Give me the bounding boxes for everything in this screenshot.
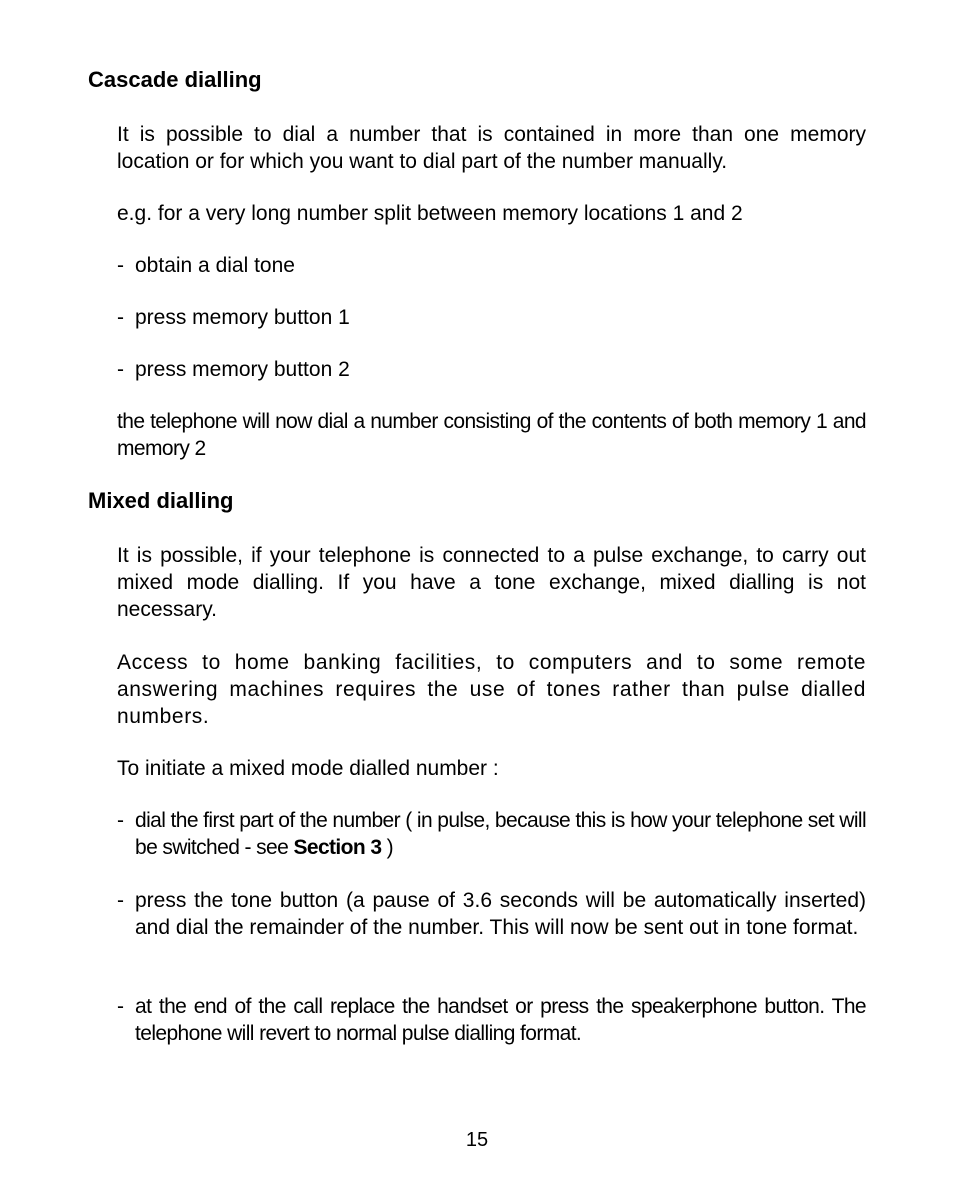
section-heading-mixed-dialling: Mixed dialling: [88, 488, 234, 513]
mixed-step-text: press the tone button (a pause of 3.6 seconds will be automatically inserted) and dial the remainder of the number. This will now be sent out in tone format.: [135, 889, 866, 939]
cascade-step-item: [117, 304, 866, 331]
mixed-step-item: [117, 807, 866, 861]
mixed-step-item: [117, 887, 866, 941]
cascade-step-text: press memory button 2: [135, 358, 350, 381]
bullet-dash: -: [117, 995, 124, 1018]
mixed-step-item: [117, 993, 866, 1047]
cascade-example-paragraph: e.g. for a very long number split between memory locations 1 and 2: [117, 202, 743, 225]
cascade-result-paragraph: the telephone will now dial a number consisting of the contents of both memory 1 and memory 2: [117, 410, 866, 460]
mixed-intro-paragraph: It is possible, if your telephone is connected to a pulse exchange, to carry out mixed mode dialling. If you have a tone exchange, mixed dialling is not necessary.: [117, 544, 866, 621]
bullet-dash: -: [117, 306, 124, 329]
mixed-access-paragraph: Access to home banking facilities, to computers and to some remote answering machines requires the use of tones rather than pulse dialled numbers.: [117, 651, 866, 728]
section-reference: Section 3: [293, 836, 382, 859]
mixed-step-text-suffix: ): [381, 836, 394, 859]
cascade-step-text: obtain a dial tone: [135, 254, 295, 277]
cascade-step-item: [117, 252, 866, 279]
bullet-dash: -: [117, 254, 124, 277]
bullet-dash: -: [117, 809, 124, 832]
mixed-initiate-paragraph: To initiate a mixed mode dialled number :: [117, 757, 499, 780]
cascade-step-text: press memory button 1: [135, 306, 350, 329]
cascade-intro-paragraph: It is possible to dial a number that is contained in more than one memory location or for which you want to dial part of the number manually.: [117, 123, 866, 173]
section-heading-cascade-dialling: Cascade dialling: [88, 67, 262, 92]
mixed-step-text: [135, 807, 866, 861]
page-number: 15: [465, 1129, 489, 1151]
bullet-dash: -: [117, 889, 124, 912]
mixed-step-text-main: dial the first part of the number ( in pulse, because this is how your telephone set will be switched - see: [135, 809, 867, 859]
mixed-step-text: at the end of the call replace the handset or press the speakerphone button. The telephone will revert to normal pulse dialling format.: [135, 995, 866, 1045]
bullet-dash: -: [117, 358, 124, 381]
cascade-step-item: [117, 356, 866, 383]
